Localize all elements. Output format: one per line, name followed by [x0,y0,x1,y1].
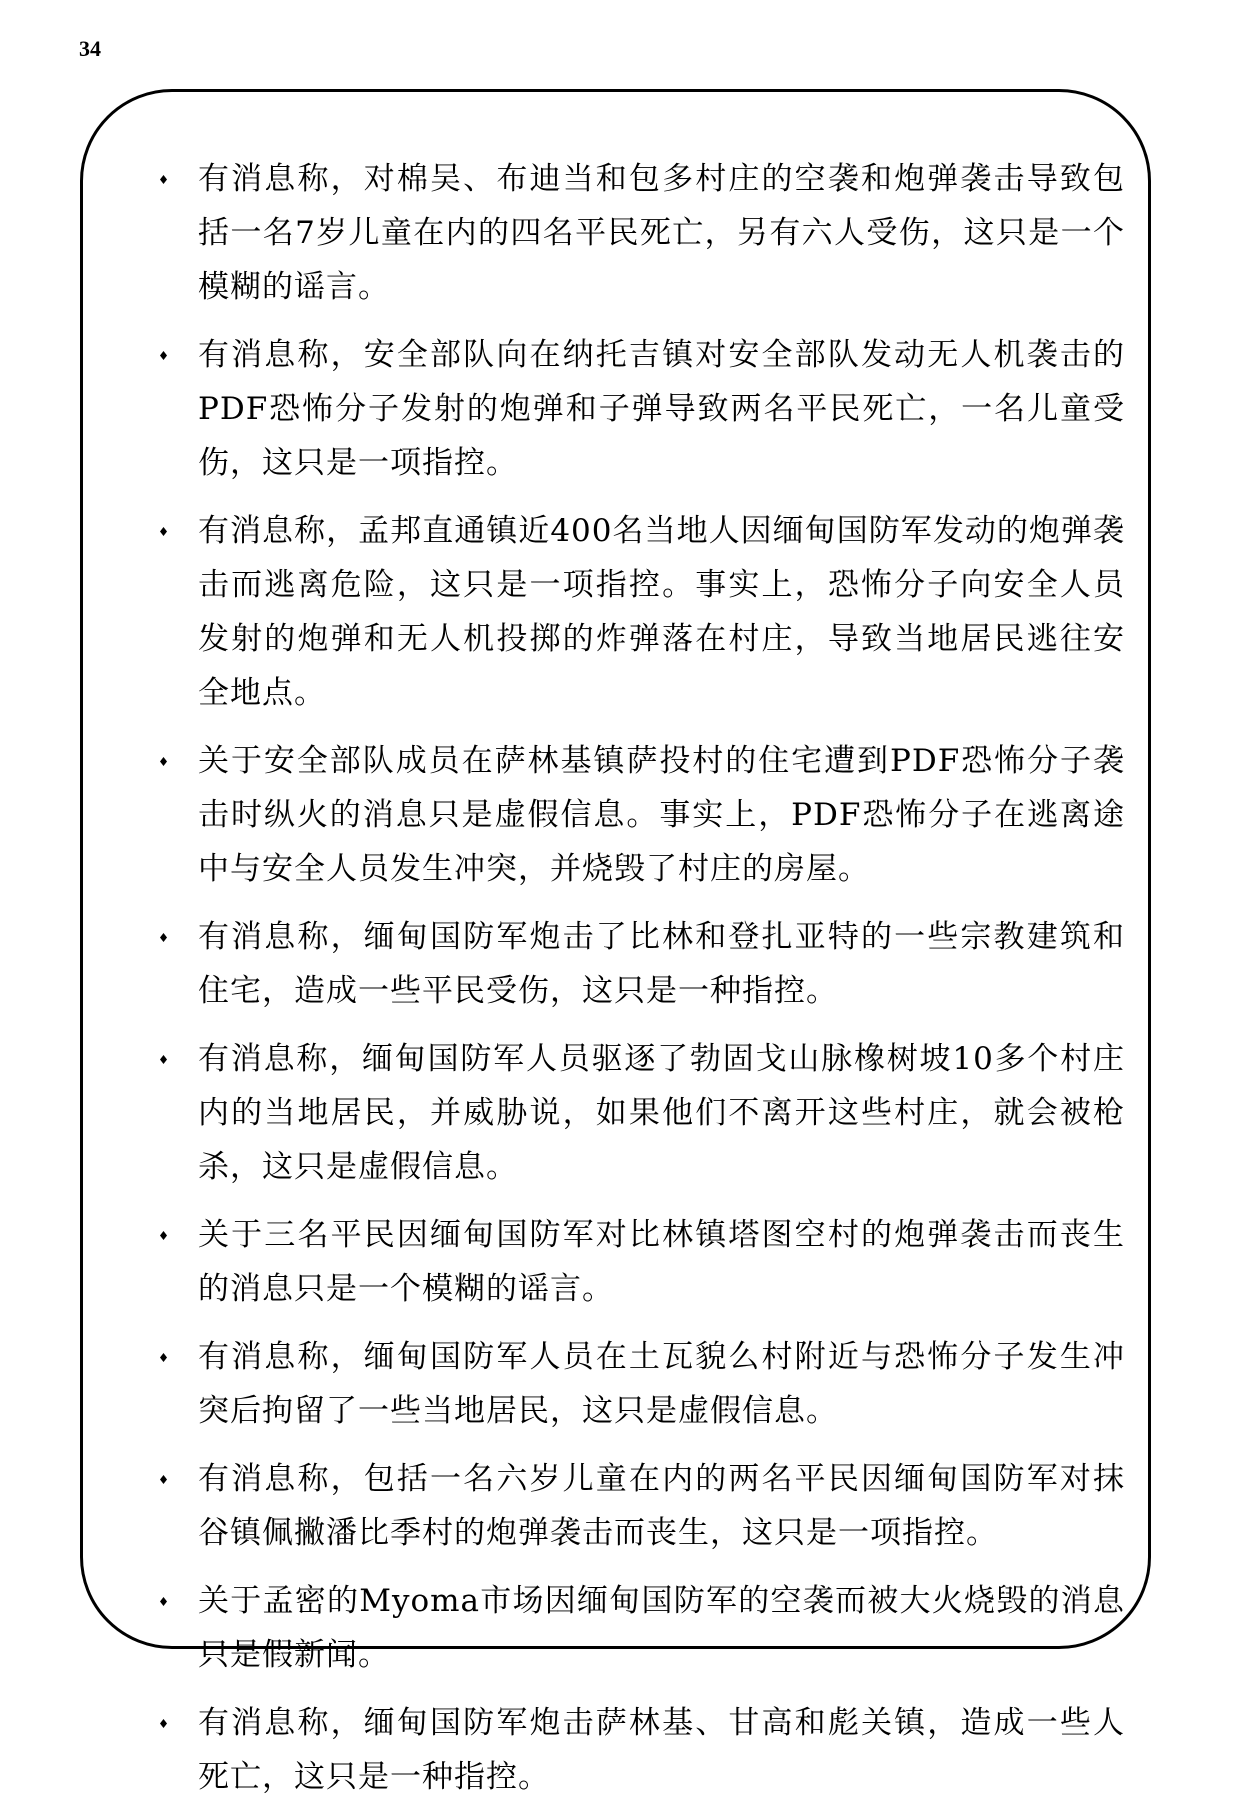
bullet-list [158,152,1125,1818]
list-item-text: 有消息称，孟邦直通镇近400名当地人因缅甸国防军发动的炮弹袭击而逃离危险，这只是一项指控。事实上，恐怖分子向安全人员发射的炮弹和无人机投掷的炸弹落在村庄，导致当地居民逃往安全地点。 [198,513,1125,711]
bullet-icon [160,1475,167,1484]
list-item-text: 有消息称，安全部队向在纳托吉镇对安全部队发动无人机袭击的PDF恐怖分子发射的炮弹和子弹导致两名平民死亡，一名儿童受伤，这只是一项指控。 [198,337,1125,481]
list-item-text: 有消息称，包括一名六岁儿童在内的两名平民因缅甸国防军对抹谷镇佩撇潘比季村的炮弹袭击而丧生，这只是一项指控。 [198,1461,1125,1551]
list-item-text: 有消息称，缅甸国防军人员驱逐了勃固戈山脉橡树坡10多个村庄内的当地居民，并威胁说，如果他们不离开这些村庄，就会被枪杀，这只是虚假信息。 [198,1041,1125,1185]
list-item [158,152,1125,314]
list-item [158,734,1125,896]
list-item [158,1696,1125,1804]
list-item [158,504,1125,720]
list-item-text: 关于孟密的Myoma市场因缅甸国防军的空袭而被大火烧毁的消息只是假新闻。 [198,1583,1125,1673]
bullet-icon [160,175,167,184]
bullet-icon [160,1597,167,1606]
page-number: 34 [79,36,101,61]
list-item-text: 有消息称，缅甸国防军人员在土瓦貌么村附近与恐怖分子发生冲突后拘留了一些当地居民，这只是虚假信息。 [198,1339,1125,1429]
bullet-icon [160,351,167,360]
bullet-icon [160,1719,167,1728]
list-item-text: 有消息称，缅甸国防军炮击了比林和登扎亚特的一些宗教建筑和住宅，造成一些平民受伤，这只是一种指控。 [198,919,1125,1009]
list-item [158,1032,1125,1194]
bullet-icon [160,1353,167,1362]
list-item [158,1330,1125,1438]
list-item [158,910,1125,1018]
list-item-text: 有消息称，对棉吴、布迪当和包多村庄的空袭和炮弹袭击导致包括一名7岁儿童在内的四名平民死亡，另有六人受伤，这只是一个模糊的谣言。 [198,161,1125,305]
bullet-icon [160,1055,167,1064]
bullet-icon [160,1231,167,1240]
list-item [158,1574,1125,1682]
bullet-icon [160,933,167,942]
list-item [158,1452,1125,1560]
list-item [158,1208,1125,1316]
bullet-icon [160,757,167,766]
list-item-text: 关于安全部队成员在萨林基镇萨投村的住宅遭到PDF恐怖分子袭击时纵火的消息只是虚假信息。事实上，PDF恐怖分子在逃离途中与安全人员发生冲突，并烧毁了村庄的房屋。 [198,743,1125,887]
list-item [158,328,1125,490]
list-item-text: 有消息称，缅甸国防军炮击萨林基、甘高和彪关镇，造成一些人死亡，这只是一种指控。 [198,1705,1125,1795]
bullet-icon [160,527,167,536]
list-item-text: 关于三名平民因缅甸国防军对比林镇塔图空村的炮弹袭击而丧生的消息只是一个模糊的谣言。 [198,1217,1125,1307]
